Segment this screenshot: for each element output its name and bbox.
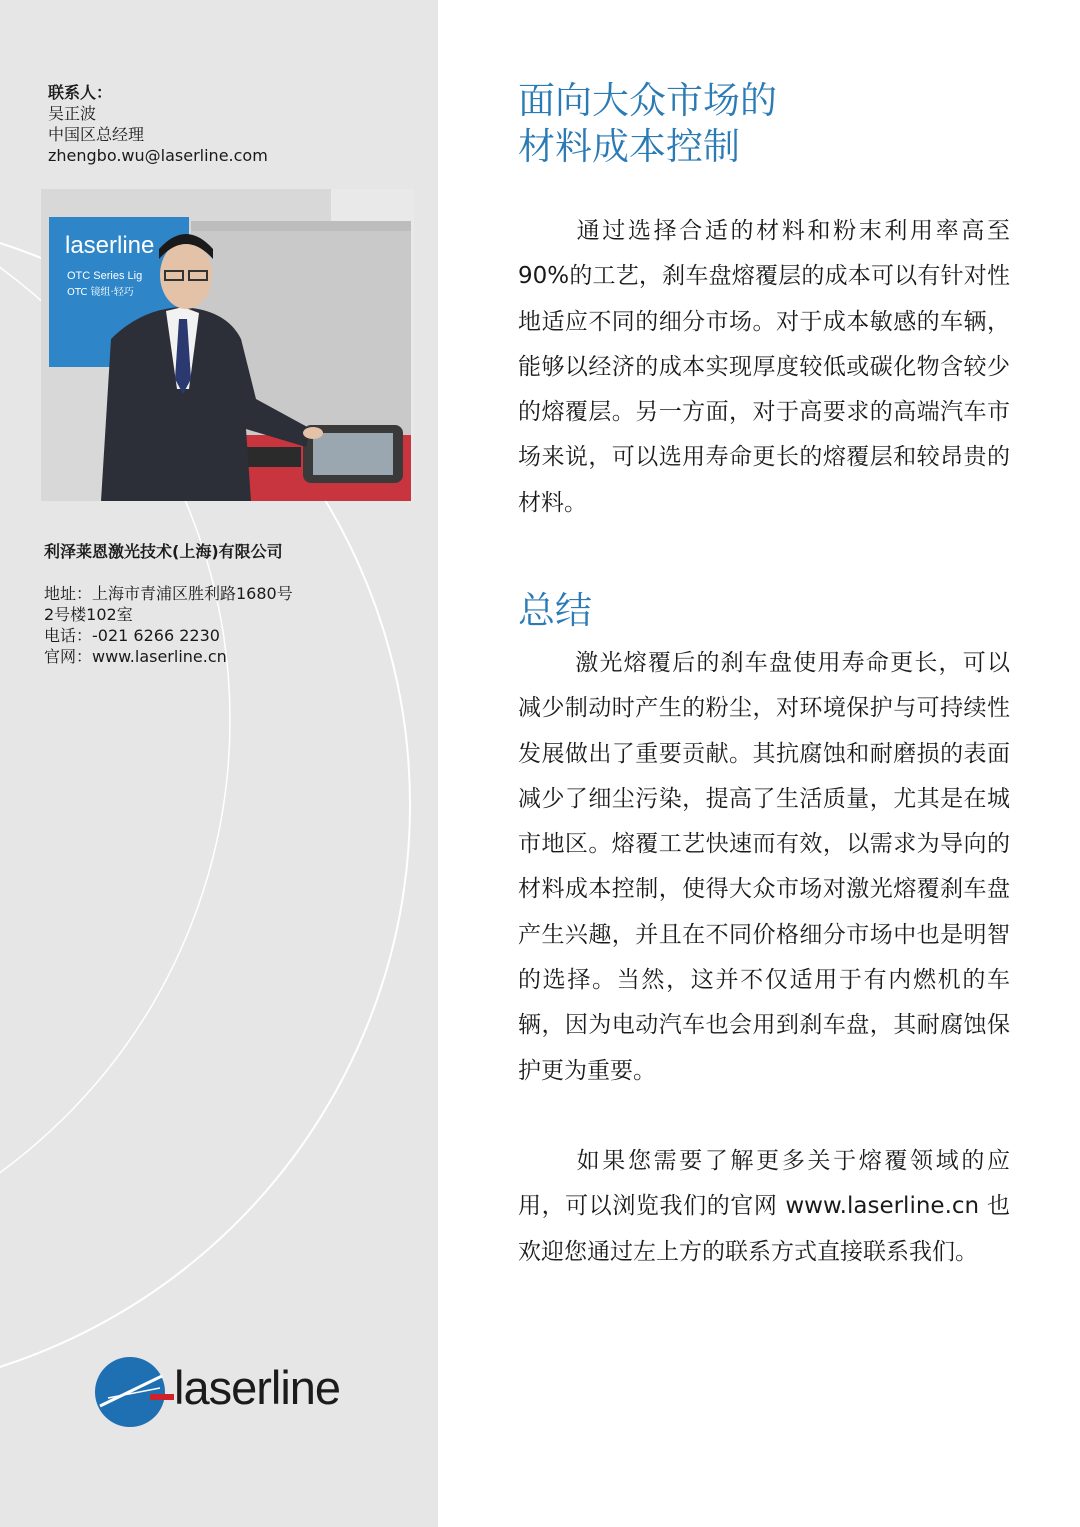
contact-block xyxy=(48,82,268,166)
photo-screen-brand: laserline xyxy=(65,232,155,259)
contact-email[interactable]: zhengbo.wu@laserline.com xyxy=(48,146,268,165)
website-link[interactable]: 官网：www.laserline.cn xyxy=(44,647,227,666)
section1-heading-line1: 面向大众市场的 xyxy=(518,79,777,122)
laserline-logo xyxy=(94,1354,374,1434)
sidebar xyxy=(0,0,438,1527)
address-line2: 2号楼102室 xyxy=(44,605,133,624)
address-line1: 地址：上海市青浦区胜利路1680号 xyxy=(44,584,293,603)
photo-screen-line1: OTC Series Lig xyxy=(67,270,143,282)
phone: 电话：-021 6266 2230 xyxy=(44,626,220,645)
company-address xyxy=(44,583,293,667)
contact-title: 中国区总经理 xyxy=(48,125,145,144)
photo-screen-line2: OTC 镜组·轻巧 xyxy=(67,287,134,298)
section1-paragraph: 通过选择合适的材料和粉末利用率高至90%的工艺，刹车盘熔覆层的成本可以有针对性地适应不同的细分市场。对于成本敏感的车辆，能够以经济的成本实现厚度较低或碳化物含较少的熔覆层。另一方面，对于高要求的高端汽车市场来说，可以选用寿命更长的熔覆层和较昂贵的材料。 xyxy=(518,218,1010,516)
contact-photo xyxy=(41,189,414,501)
company-name: 利泽莱恩激光技术(上海)有限公司 xyxy=(44,542,283,561)
logo-word: laserline xyxy=(174,1361,341,1414)
section2-heading: 总结 xyxy=(518,589,592,632)
section2-paragraph1: 激光熔覆后的刹车盘使用寿命更长，可以减少制动时产生的粉尘，对环境保护与可持续性发展做出了重要贡献。其抗腐蚀和耐磨损的表面减少了细尘污染，提高了生活质量，尤其是在城市地区。熔覆工艺快速而有效，以需求为导向的材料成本控制，使得大众市场对激光熔覆刹车盘产生兴趣，并且在不同价格细分市场中也是明智的选择。当然，这并不仅适用于有内燃机的车辆，因为电动汽车也会用到刹车盘，其耐腐蚀保护更为重要。 xyxy=(518,650,1010,1084)
contact-label: 联系人： xyxy=(48,83,113,102)
section1-heading-line2: 材料成本控制 xyxy=(518,125,740,168)
section2-paragraph2: 如果您需要了解更多关于熔覆领域的应用，可以浏览我们的官网 www.laserline.cn 也欢迎您通过左上方的联系方式直接联系我们。 xyxy=(518,1148,1010,1265)
contact-name: 吴正波 xyxy=(48,104,97,123)
section1-heading xyxy=(518,78,1038,170)
laserline-logo-mark xyxy=(94,1354,174,1434)
